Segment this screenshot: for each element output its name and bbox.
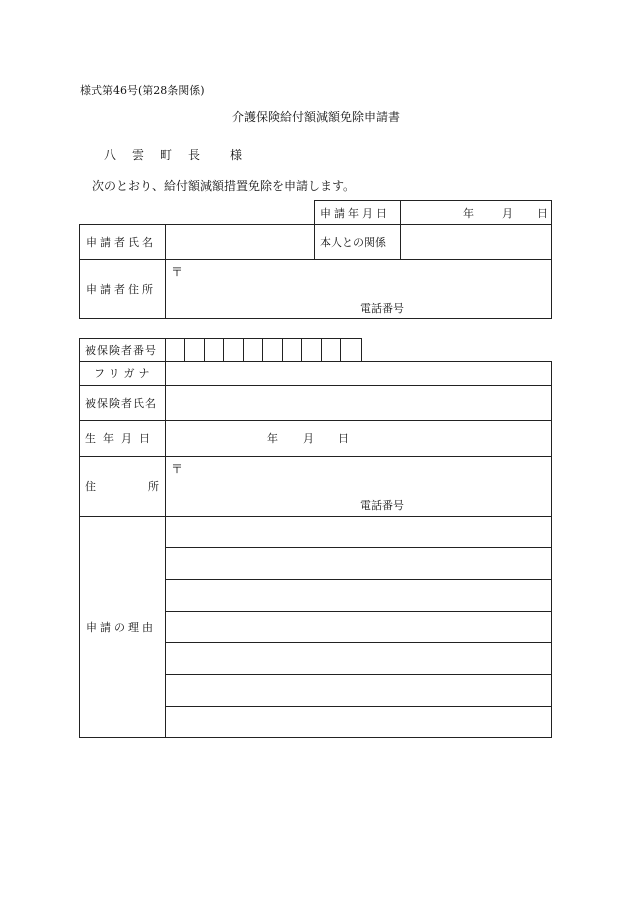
insured-phone-label: 電話番号 [360,499,404,512]
application-date-day[interactable]: 日 [537,206,548,220]
insured-number-label: 被保険者番号 [85,344,157,357]
applicant-postal-mark: 〒 [171,265,184,279]
relation-field[interactable] [401,225,551,258]
insured-address-label-1: 住 [85,480,96,493]
reason-label: 申請の理由 [86,621,156,634]
insured-postal-mark: 〒 [171,462,184,476]
insured-address-label-2: 所 [148,480,159,493]
insured-address-field[interactable] [166,457,551,515]
birth-date-field[interactable] [166,421,551,456]
applicant-phone-label: 電話番号 [360,302,404,315]
intro-text: 次のとおり、給付額減額措置免除を申請します。 [92,179,356,193]
applicant-name-label: 申請者氏名 [86,235,156,249]
reason-field[interactable] [166,517,551,737]
form-number: 様式第46号(第28条関係) [80,84,205,97]
applicant-name-field[interactable] [166,225,313,258]
insured-number-digit-box[interactable] [166,339,361,361]
relation-label: 本人との関係 [320,235,386,249]
insured-name-field[interactable] [166,386,551,420]
birth-month: 月 [303,432,314,445]
furigana-label: フリガナ [94,367,154,380]
form-title: 介護保険給付額減額免除申請書 [232,110,401,124]
addressee: 八 雲 町 長 様 [104,148,245,162]
application-date-year[interactable]: 年 [463,206,474,220]
furigana-field[interactable] [166,362,551,385]
applicant-address-field[interactable] [166,260,551,318]
application-date-month[interactable]: 月 [502,206,513,220]
birth-date-label: 生年月日 [85,432,157,445]
birth-year: 年 [267,432,278,445]
applicant-address-label: 申請者住所 [86,283,156,296]
birth-day: 日 [338,432,349,445]
application-date-label: 申請年月日 [320,206,390,220]
insured-name-label: 被保険者氏名 [85,396,157,410]
